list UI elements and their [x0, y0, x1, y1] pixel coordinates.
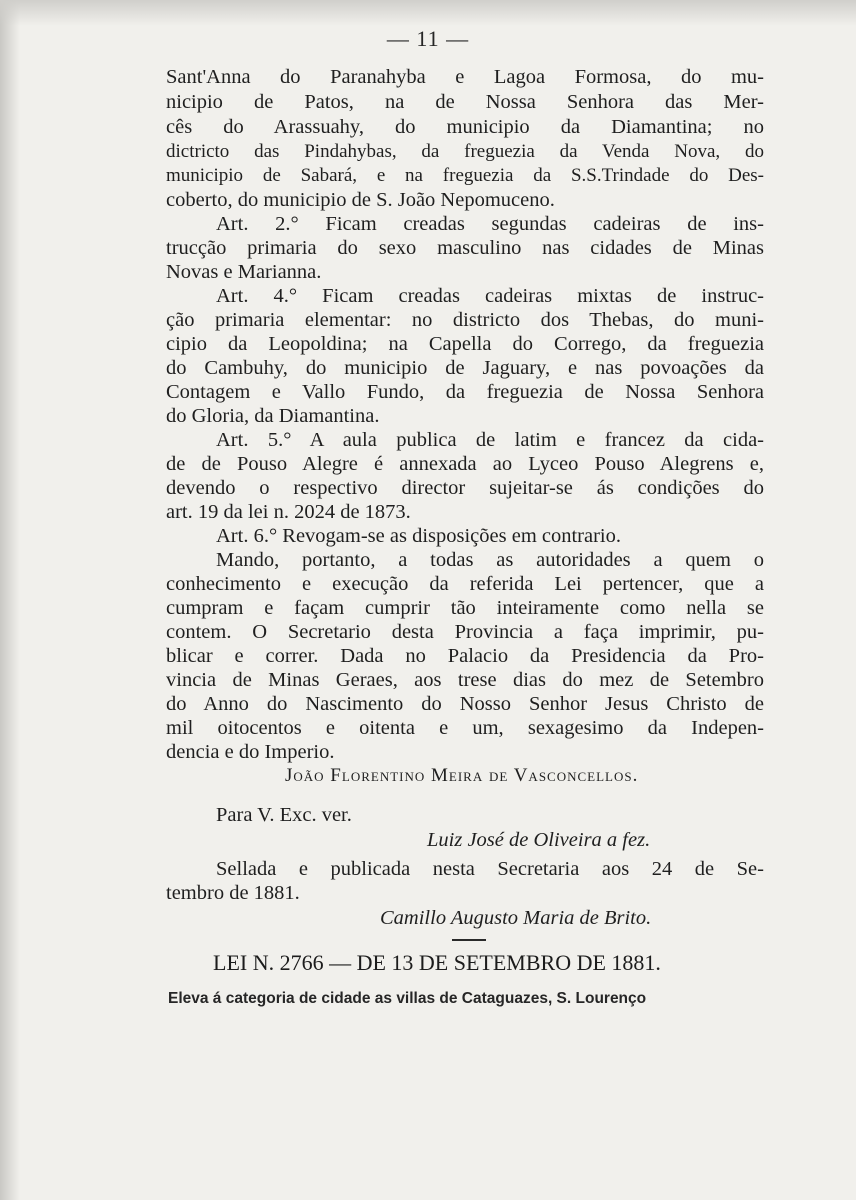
- body-line: art. 19 da lei n. 2024 de 1873.: [166, 501, 411, 523]
- body-line: ção primaria elementar: no districto dos Thebas, do muni-: [166, 309, 764, 331]
- law-summary: Eleva á categoria de cidade as villas de Cataguazes, S. Lourenço: [168, 990, 647, 1007]
- body-line: Contagem e Vallo Fundo, da freguezia de Nossa Senhora: [166, 381, 764, 403]
- clerk-signature: Luiz José de Oliveira a fez.: [427, 829, 651, 851]
- body-line: devendo o respectivo director sujeitar-se ás condições do: [166, 477, 764, 499]
- body-line: trucção primaria do sexo masculino nas cidades de Minas: [166, 237, 764, 259]
- article-2-line: Art. 2.° Ficam creadas segundas cadeiras de ins-: [216, 213, 764, 235]
- body-line: cumpram e façam cumprir tão inteiramente como nella se: [166, 597, 764, 619]
- page-edge-shadow-left: [0, 0, 20, 1200]
- body-line: conhecimento e execução da referida Lei pertencer, que a: [166, 573, 764, 595]
- body-line: nicipio de Patos, na de Nossa Senhora das Mer-: [166, 91, 764, 113]
- sealed-line: tembro de 1881.: [166, 882, 300, 904]
- mando-line: Mando, portanto, a todas as autoridades a quem o: [216, 549, 764, 571]
- article-6-line: Art. 6.° Revogam-se as disposições em contrario.: [216, 525, 622, 547]
- body-line: cipio da Leopoldina; na Capella do Corrego, da freguezia: [166, 333, 764, 355]
- para-ver-line: Para V. Exc. ver.: [216, 804, 352, 826]
- law-title: LEI N. 2766 — DE 13 DE SETEMBRO DE 1881.: [213, 950, 661, 975]
- page-number: — 11 —: [386, 26, 470, 51]
- body-line: coberto, do municipio de S. João Nepomuceno.: [166, 189, 555, 211]
- secretary-signature: Camillo Augusto Maria de Brito.: [380, 907, 652, 929]
- president-signature: João Florentino Meira de Vasconcellos.: [285, 765, 639, 786]
- body-line: do Cambuhy, do municipio de Jaguary, e nas povoações da: [166, 357, 764, 379]
- body-line: do Anno do Nascimento do Nosso Senhor Jesus Christo de: [166, 693, 764, 715]
- body-line: dencia e do Imperio.: [166, 741, 335, 763]
- body-line: mil oitocentos e oitenta e um, sexagesimo da Indepen-: [166, 717, 764, 739]
- body-line: municipio de Sabará, e na freguezia da S.S.Trindade do Des-: [166, 165, 764, 186]
- heading-divider: [452, 939, 486, 943]
- body-line: vincia de Minas Geraes, aos trese dias do mez de Setembro: [166, 669, 764, 691]
- article-4-line: Art. 4.° Ficam creadas cadeiras mixtas de instruc-: [216, 285, 764, 307]
- body-line: Sant'Anna do Paranahyba e Lagoa Formosa, do mu-: [166, 66, 764, 88]
- body-line: dictricto das Pindahybas, da freguezia da Venda Nova, do: [166, 141, 764, 162]
- sealed-line: Sellada e publicada nesta Secretaria aos 24 de Se-: [216, 858, 764, 880]
- page-edge-shadow-top: [0, 0, 856, 26]
- body-line: blicar e correr. Dada no Palacio da Presidencia da Pro-: [166, 645, 764, 667]
- body-line: de de Pouso Alegre é annexada ao Lyceo Pouso Alegrens e,: [166, 453, 764, 475]
- body-line: Novas e Marianna.: [166, 261, 322, 283]
- body-line: cês do Arassuahy, do municipio da Diamantina; no: [166, 116, 764, 138]
- body-line: do Gloria, da Diamantina.: [166, 405, 380, 427]
- article-5-line: Art. 5.° A aula publica de latim e francez da cida-: [216, 429, 764, 451]
- body-line: contem. O Secretario desta Provincia a faça imprimir, pu-: [166, 621, 764, 643]
